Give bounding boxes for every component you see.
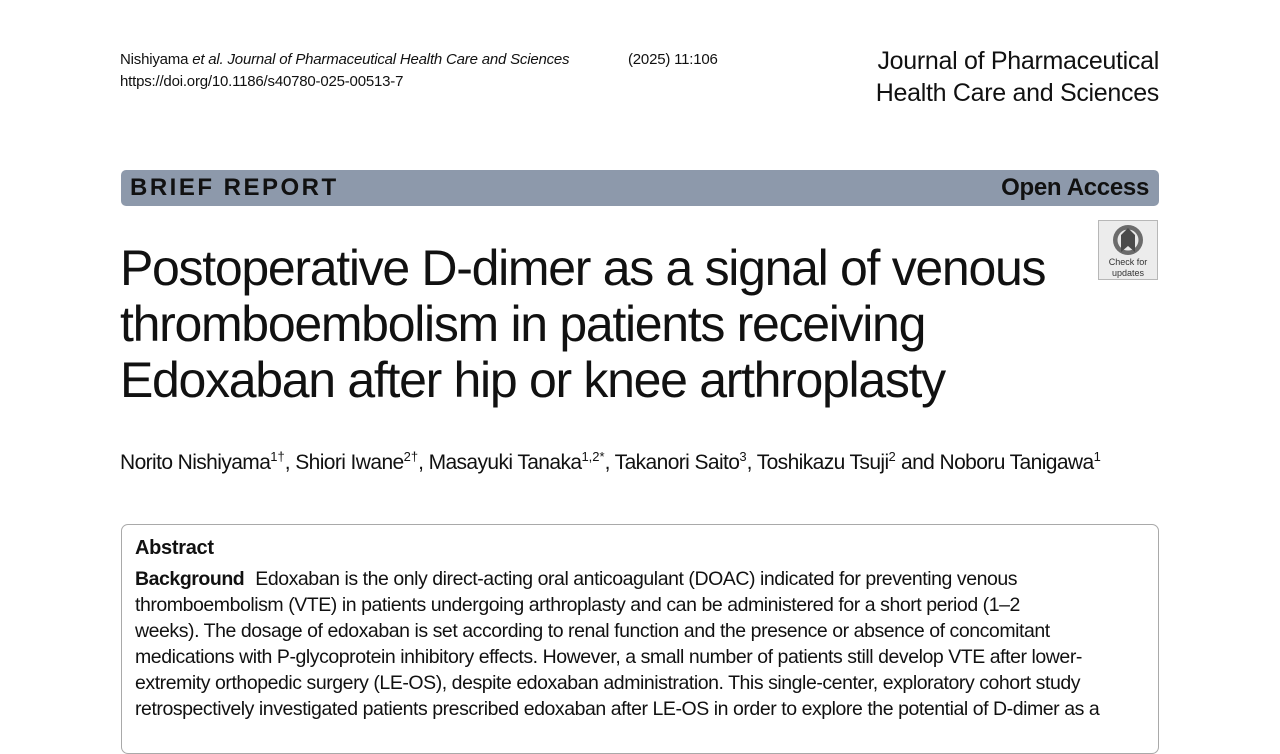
- author-5-name: Toshikazu Tsuji: [756, 451, 889, 474]
- author-separator: ,: [746, 451, 757, 474]
- author-5-affiliation: 2: [888, 449, 896, 464]
- author-list: [120, 449, 1101, 475]
- crossmark-text-1: Check for: [1108, 257, 1148, 267]
- author-separator: ,: [418, 451, 429, 474]
- abstract-line: retrospectively investigated patients prescribed edoxaban after LE-OS in order to explore the potential of D-dimer as a: [135, 698, 1100, 720]
- author-4-name: Takanori Saito: [614, 451, 740, 474]
- author-4-affiliation: 3: [739, 449, 747, 464]
- author-3-name: Masayuki Tanaka: [428, 451, 582, 474]
- article-type-label: BRIEF REPORT: [130, 174, 339, 201]
- crossmark-icon: [1111, 224, 1145, 256]
- abstract-background-text: [135, 566, 1145, 722]
- author-1-affiliation: 1†: [270, 449, 285, 464]
- journal-name-line-1: Journal of Pharmaceutical: [877, 47, 1159, 75]
- author-separator: ,: [284, 451, 296, 474]
- author-separator: ,: [604, 451, 615, 474]
- abstract-line: thromboembolism (VTE) in patients undergoing arthroplasty and can be administered for a short period (1–2: [135, 594, 1020, 616]
- citation-volume: (2025) 11:106: [628, 51, 718, 68]
- author-2-name: Shiori Iwane: [295, 451, 404, 474]
- journal-name: [876, 45, 1159, 109]
- journal-name-line-2: Health Care and Sciences: [875, 79, 1159, 107]
- article-type-banner: [121, 170, 1159, 206]
- abstract-line: weeks). The dosage of edoxaban is set according to renal function and the presence or absence of concomitant: [135, 620, 1050, 642]
- abstract-heading: Abstract: [135, 537, 214, 559]
- author-6-name: Noboru Tanigawa: [939, 451, 1094, 474]
- citation-journal: Journal of Pharmaceutical Health Care and Sciences: [227, 51, 570, 68]
- crossmark-text-2: updates: [1111, 268, 1145, 278]
- citation-block: [120, 49, 718, 93]
- abstract-line-text: Edoxaban is the only direct-acting oral anticoagulant (DOAC) indicated for preventing venous: [255, 568, 1018, 590]
- citation-authors: Nishiyama: [120, 51, 189, 68]
- abstract-line: extremity orthopedic surgery (LE-OS), despite edoxaban administration. This single-center, exploratory cohort study: [135, 672, 1081, 694]
- article-title: [120, 240, 1080, 408]
- author-3-affiliation: 1,2*: [581, 449, 605, 464]
- citation-et-al: et al.: [192, 51, 224, 68]
- article-title-line-1: Postoperative D-dimer as a signal of venous: [120, 240, 1046, 296]
- check-for-updates-button[interactable]: [1098, 220, 1158, 280]
- doi-link[interactable]: https://doi.org/10.1186/s40780-025-00513-7: [120, 73, 404, 90]
- abstract-line: [135, 566, 1145, 592]
- background-label: Background: [135, 568, 245, 590]
- author-separator: and: [895, 451, 940, 474]
- author-1-name: Norito Nishiyama: [120, 451, 271, 474]
- open-access-label: Open Access: [1001, 174, 1149, 201]
- author-2-affiliation: 2†: [403, 449, 419, 464]
- author-6-affiliation: 1: [1093, 449, 1101, 464]
- article-title-line-3: Edoxaban after hip or knee arthroplasty: [120, 352, 945, 408]
- abstract-line: medications with P-glycoprotein inhibitory effects. However, a small number of patients still develop VTE after lower-: [135, 646, 1082, 668]
- article-title-line-2: thromboembolism in patients receiving: [120, 296, 926, 352]
- citation-line: [120, 49, 569, 71]
